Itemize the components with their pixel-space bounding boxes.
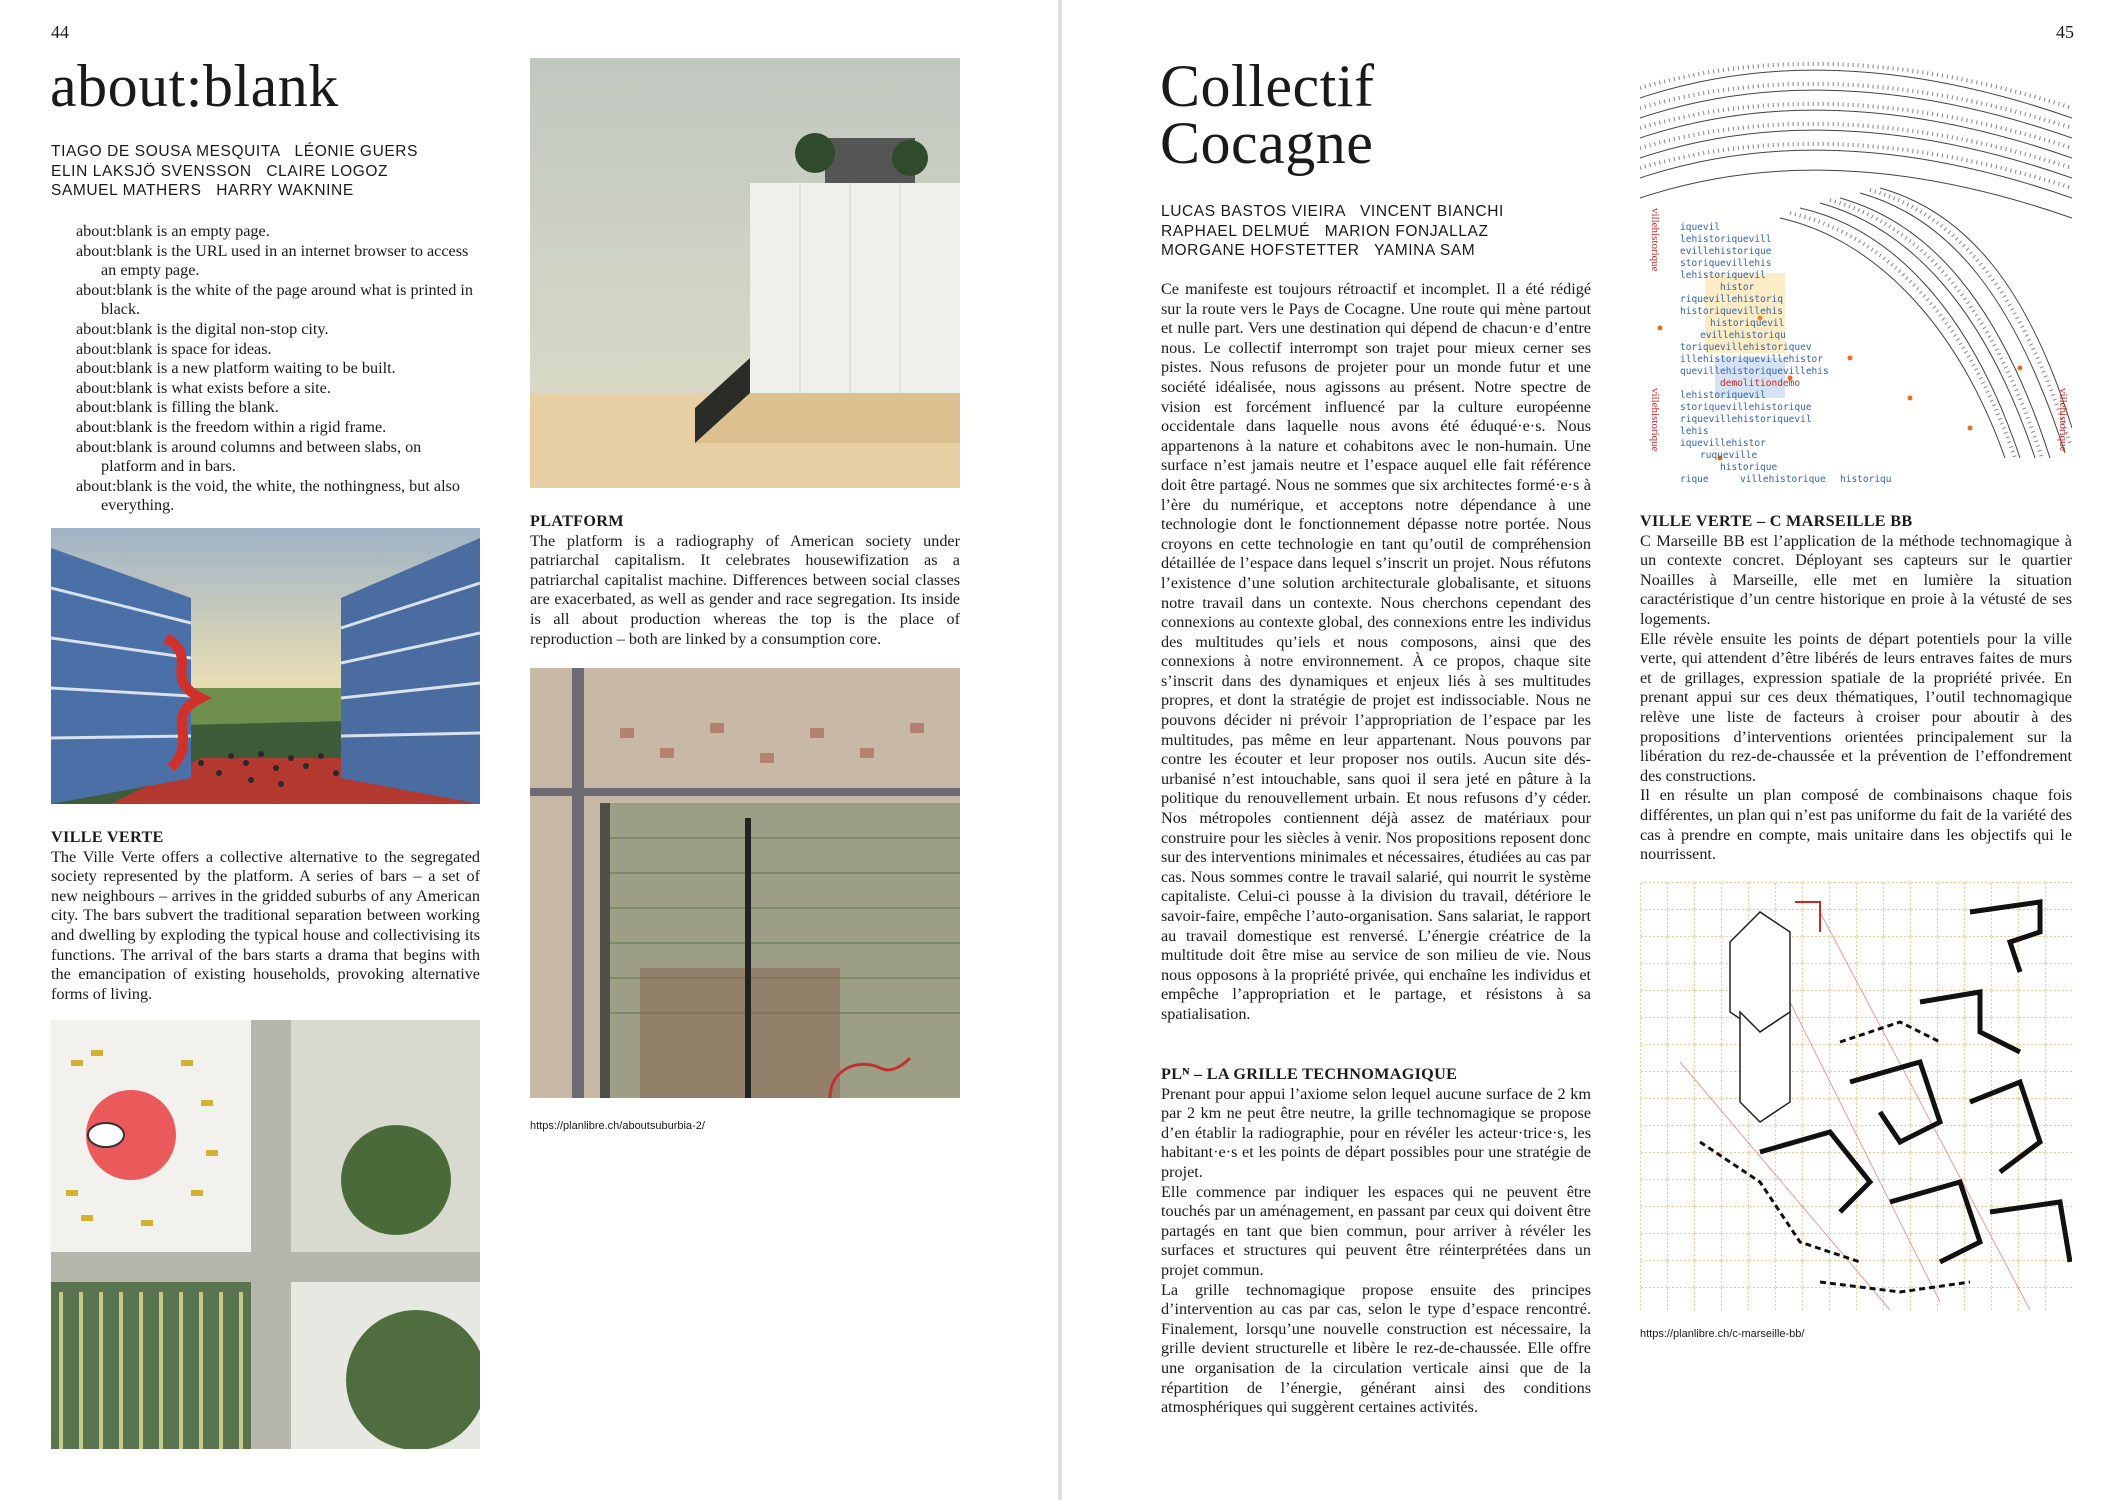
right-page-number: 45 (2056, 22, 2074, 42)
manifesto-line: about:blank is space for ideas. (76, 339, 272, 358)
manifesto-line: about:blank is a new platform waiting to be built. (76, 359, 396, 378)
svg-text:villehistorique: villehistorique (2057, 388, 2069, 452)
word-art-line: lehistoriquevil (1680, 390, 1766, 401)
word-art-line: lehis (1680, 426, 1709, 437)
word-art-line: riquevillehistoriquevil (1680, 414, 1812, 425)
grille-paragraph: La grille technomagique propose ensuite des principes d’intervention au cas par cas, selon le type d’espace rencontré. Finalement, lorsqu’une nouvelle construction est nécessaire, la grille devient structurelle et libère le rez-de-chaussée. Elle offre une organisation de la circulation verticale ainsi que de la répartition de l’énergie, générant ainsi des conditions atmosphériques qui suggèrent certaines activités. (1161, 1280, 1591, 1417)
right-url[interactable]: https://planlibre.ch/c-marseille-bb/ (1640, 1328, 1805, 1340)
ville-verte-street-illustration (51, 528, 480, 804)
word-art-line: villehistorique (1740, 474, 1826, 485)
manifesto-line: about:blank is an empty page. (76, 222, 270, 240)
marseille-paragraph: Elle révèle ensuite les points de départ potentiels pour la ville verte, qui attendent d’être libérés de leurs entraves faites de murs et de grillages, expression spatiale de la propriété privée. En prenant appui sur ces deux thématiques, l’outil technomagique relève une liste de facteurs à croiser pour aboutir à des propositions d’interventions orientées principalement sur la libération du rez-de-chaussée et la prévention de l’effondrement des constructions. (1640, 629, 2072, 785)
manifesto-list (76, 222, 476, 516)
word-art-line: iquevillehistor (1680, 438, 1766, 449)
word-art-line: storiquevillehistorique (1680, 402, 1812, 413)
grille-heading: PLᴺ – LA GRILLE TECHNOMAGIQUE (1161, 1065, 1458, 1083)
cocagne-manifesto (1161, 280, 1591, 1025)
platform-body: The platform is a radiography of American society under patriarchal capitalism. It celebrates housewifization as a patriarchal capitalist machine. Differences between social classes are exacerbated, as well as gender and race segregation. Its inside is all about production whereas the top is the place of reproduction – both are linked by a consumption core. (530, 531, 960, 648)
left-page-title: about:blank (50, 53, 339, 119)
ville-verte-aerial-plan (51, 1020, 480, 1449)
cocagne-typographic-graphic (1640, 58, 2072, 488)
svg-text:villehistorique: villehistorique (1649, 208, 1661, 272)
word-art-line: storiquevillehis (1680, 258, 1772, 269)
manifesto-line: about:blank is what exists before a site. (76, 378, 331, 397)
word-art-line: illehistoriquevillehistor (1680, 354, 1823, 365)
word-art-line: toriquevillehistoriquev (1680, 342, 1812, 353)
manifesto-line: about:blank is the URL used in an internet browser to access an empty page. (76, 241, 469, 280)
word-art-line: iquevil (1680, 222, 1721, 233)
manifesto-line: about:blank is the freedom within a rigid frame. (76, 417, 387, 436)
svg-text:villehistorique: villehistorique (1649, 388, 1661, 452)
word-art-line: histor (1720, 282, 1755, 293)
marseille-heading: VILLE VERTE – C MARSEILLE BB (1640, 512, 1913, 530)
word-art-line: rique (1680, 474, 1709, 485)
platform-aerial-photo (530, 668, 960, 1098)
word-art-line: lehistoriquevill (1680, 234, 1772, 245)
manifesto-line: about:blank is the digital non-stop city. (76, 319, 329, 338)
word-art-line: evillehistoriqu (1700, 330, 1786, 341)
page-gutter (1058, 0, 1062, 1500)
marseille-paragraph: Il en résulte un plan composé de combinaisons chaque fois différentes, un plan qui n’est pas uniforme du fait de la variété des cas à prendre en compte, mais unitaire dans les objectifs qui le nourrissent. (1640, 786, 2072, 864)
author-line: RAPHAEL DELMUÉ MARION FONJALLAZ (1161, 222, 1489, 240)
grille-section (1161, 1065, 1591, 1418)
word-art-line: historique (1720, 462, 1778, 473)
ville-verte-body: The Ville Verte offers a collective alternative to the segregated society represented by the platform. A series of bars – a set of new neighbours – arrives in the gridded suburbs of any American city. The bars subvert the traditional separation between working and dwelling by exploding the typical house and collectivising its functions. The arrival of the bars starts a drama that begins with the emancipation of existing households, provoking alternative forms of living. (51, 847, 480, 1003)
word-art-line: quevillehistoriquevillehis (1680, 366, 1829, 377)
author-line: TIAGO DE SOUSA MESQUITA LÉONIE GUERS (51, 143, 419, 160)
cocagne-intro: Ce manifeste est toujours rétroactif et incomplet. Il a été rédigé sur la route vers le Pays de Cocagne. Une route qui mène partout et nulle part. Vers une destination qui dépend de chacun·e d’entre nous. Le collectif interrompt son trajet pour mieux cerner ses pistes. Nous refusons de projeter pour un monde futur et une société idéalisée, nous agissons au présent. Notre spectre de vision est forcément influencé par la culture européenne occidentale dans laquelle nous avons été éduqué·e·s. Nous appartenons à la nature et cohabitons avec le non-humain. Une surface n’est jamais neutre et l’espace auquel elle fait référence doit être partagé. Nous ne sommes que six architectes formé·e·s à l’ère du numérique, et acceptons notre dépendance à une technologie dont le fonctionnement dépasse notre portée. Nous croyons en cette technologie en tant qu’outil de compréhension détaillée de l’espace dans lequel s’inscrit un projet. Nous réfutons l’existence d’une solution architecturale globalisante, et situons notre travail dans un contexte. Nous cherchons cependant des connexions au contexte global, des connexions entre les individus des multitudes qu’iels et nous composons, ainsi que des connexions à notre environnement. À ce propos, chaque site s’inscrit dans des dynamiques et enjeux liés à ses multitudes propres, et dont la stratégie de projet est indissociable. Nous ne pouvons décider ni prévoir l’appropriation de l’espace par les multitudes, pas même en leur appartenant. Nous pouvons par contre les écouter et leur proposer nos outils. Aucun site dés-urbanisé n’est intouchable, sans quoi il sera jeté en pâture à la politique du renouvellement urbain. Et nous refusons d’y céder. Nos métropoles contiennent déjà assez de matériaux pour construire pour les siècles à venir. Nos propositions reposent donc sur des interventions minimales et nécessaires, étudiées au cas par cas. Nous sommes contre le travail salarié, qui nourrit le système capitaliste. Celui-ci pousse à la division du travail, détériore le savoir-faire, empêche l’auto-organisation. Sans salariat, le rapport au travail domestique est renversé. L’énergie créatrice de la multitude doit être mise au service de son milieu de vie. Nous nous opposons à la propriété privée, qui enchaîne les individus et empêche l’appropriation et le partage, et résistons à sa spatialisation. (1161, 280, 1591, 1023)
manifesto-line: about:blank is the void, the white, the nothingness, but also everything. (76, 476, 460, 515)
marseille-grid-plan (1640, 882, 2072, 1310)
grille-paragraph: Elle commence par indiquer les espaces qui ne peuvent être touchés par un aménagement, en passant par ceux qui doivent être partagés en tant que bien commun, pour arriver à révéler les surfaces et structures qui peuvent être réinterprétées dans un projet commun. (1161, 1182, 1591, 1279)
word-art-line: ruqueville (1700, 450, 1758, 461)
author-line: SAMUEL MATHERS HARRY WAKNINE (51, 182, 354, 199)
author-line: MORGANE HOFSTETTER YAMINA SAM (1161, 242, 1476, 259)
platform-illustration (530, 58, 960, 488)
left-authors (51, 142, 418, 201)
manifesto-line: about:blank is around columns and between slabs, on platform and in bars. (76, 437, 422, 476)
word-art-line: lehistoriquevil (1680, 270, 1766, 281)
author-line: LUCAS BASTOS VIEIRA VINCENT BIANCHI (1161, 203, 1504, 220)
word-art-line: historiquevil (1710, 318, 1785, 329)
platform-heading: PLATFORM (530, 512, 624, 530)
author-line: ELIN LAKSJÖ SVENSSON CLAIRE LOGOZ (51, 162, 389, 180)
word-art-line: historiquevillehis (1680, 306, 1783, 317)
manifesto-line: about:blank is filling the blank. (76, 398, 279, 417)
marseille-section (1640, 512, 2072, 865)
ville-verte-section (51, 828, 480, 1004)
manifesto-line: about:blank is the white of the page around what is printed in black. (76, 280, 473, 319)
grille-paragraph: Prenant pour appui l’axiome selon lequel aucune surface de 2 km par 2 km ne peut être neutre, la grille technomagique se propose d’en établir la radiographie, pour en révéler les acteur·trice·s, les habitant·e·s et les points de départ possibles pour une stratégie de projet. (1161, 1084, 1591, 1181)
word-art-line: evillehistorique (1680, 246, 1772, 257)
marseille-paragraph: C Marseille BB est l’application de la méthode technomagique à un contexte concret. Déployant ses capteurs sur le quartier Noailles à Marseille, elle met en lumière la situation caractéristique d’un centre historique en proie à la vétusté de ses logements. (1640, 531, 2072, 628)
word-art-line: demolitiondemo (1720, 378, 1801, 389)
left-url[interactable]: https://planlibre.ch/aboutsuburbia-2/ (530, 1120, 705, 1132)
word-art-line: riquevillehistoriq (1680, 294, 1783, 305)
word-art-line: historiqu (1840, 474, 1892, 485)
platform-section (530, 512, 960, 649)
right-authors (1161, 202, 1504, 261)
left-page-number: 44 (51, 22, 69, 42)
right-page-title: Collectif Cocagne (1160, 53, 1375, 176)
ville-verte-heading: VILLE VERTE (51, 828, 164, 846)
